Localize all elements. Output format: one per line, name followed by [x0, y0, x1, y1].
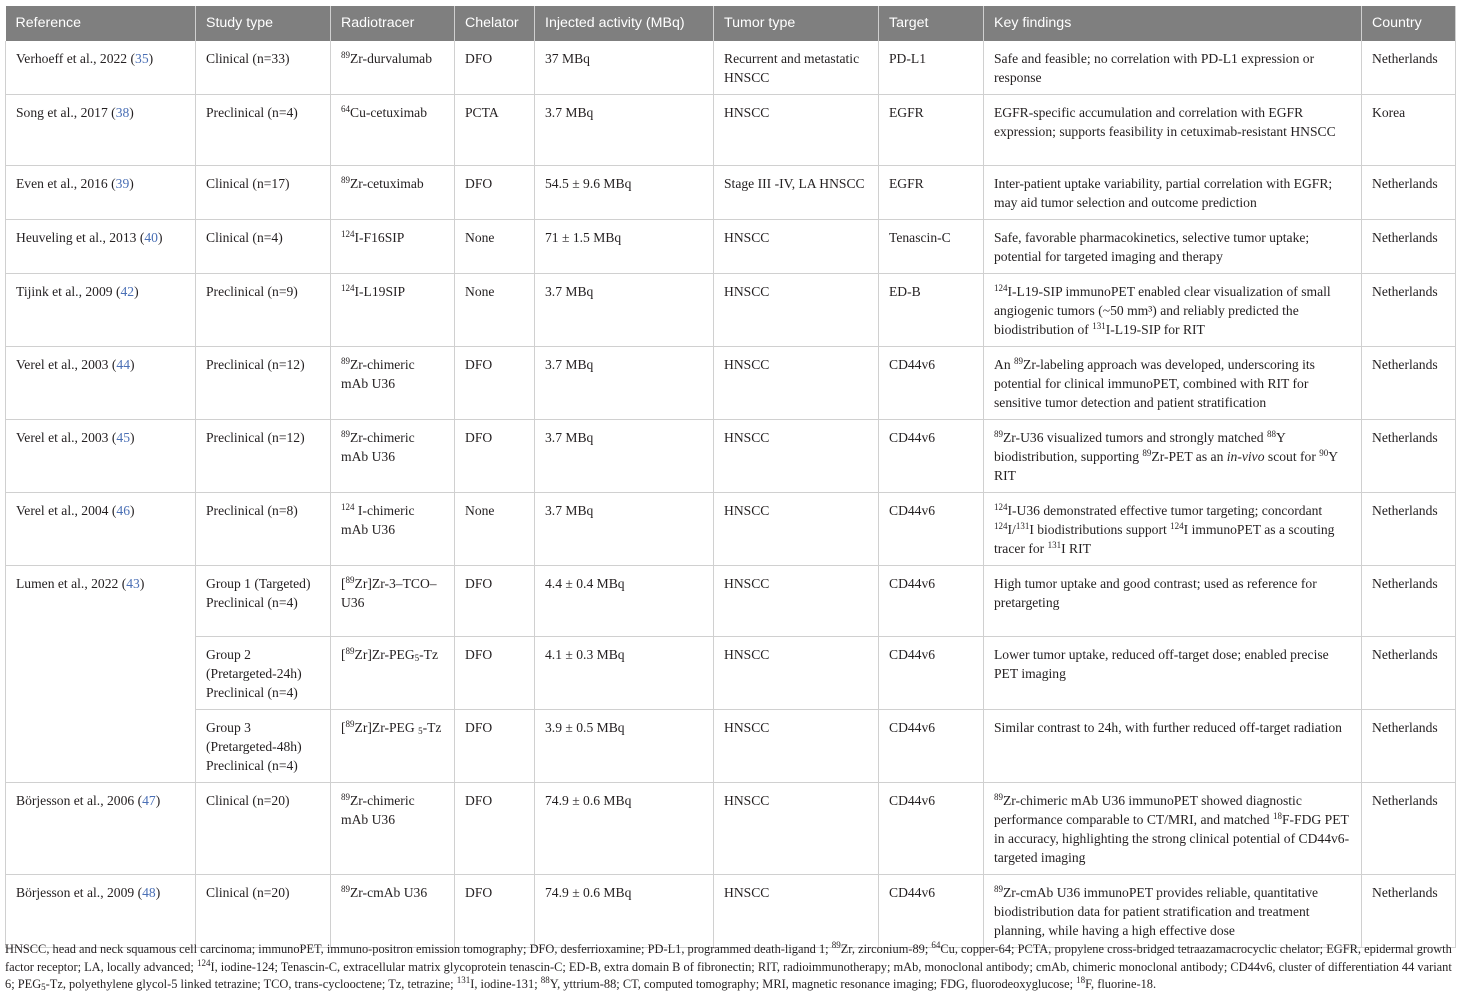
header-study-type: Study type	[196, 6, 331, 41]
cell-reference: Tijink et al., 2009 (42)	[6, 274, 196, 347]
cell-tumor-type: Stage III -IV, LA HNSCC	[714, 166, 879, 220]
cell-chelator: DFO	[455, 875, 535, 948]
cell-radiotracer: $^{89}$Zr-cetuximab	[331, 166, 455, 220]
cell-chelator: DFO	[455, 637, 535, 710]
cell-activity: 3.7 MBq	[535, 347, 714, 420]
header-target: Target	[879, 6, 984, 41]
cell-target: CD44v6	[879, 347, 984, 420]
table-row	[6, 420, 1456, 493]
table-row	[6, 710, 1456, 783]
header-chelator: Chelator	[455, 6, 535, 41]
cell-tumor-type: HNSCC	[714, 220, 879, 274]
cell-findings: An $^{89}$Zr-labeling approach was developed, underscoring its potential for clinical immunoPET, combined with RIT for sensitive tumor detection and patient stratification	[984, 347, 1362, 420]
cell-reference: Verel et al., 2004 (46)	[6, 493, 196, 566]
table-container	[5, 6, 1455, 948]
cell-study-type: Preclinical (n=12)	[196, 347, 331, 420]
cell-activity: 74.9 ± 0.6 MBq	[535, 783, 714, 875]
cell-target: EGFR	[879, 166, 984, 220]
cell-findings: $^{89}$Zr-cmAb U36 immunoPET provides reliable, quantitative biodistribution data for patient stratification and treatment planning, while having a high effective dose	[984, 875, 1362, 948]
cell-country: Netherlands	[1362, 493, 1456, 566]
cell-findings: $^{89}$Zr-chimeric mAb U36 immunoPET showed diagnostic performance comparable to CT/MRI, and matched $^{18}$F-FDG PET in accuracy, highlighting the strong clinical potential of CD44v6-targeted imaging	[984, 783, 1362, 875]
cell-target: EGFR	[879, 95, 984, 166]
reference-link[interactable]: 48	[142, 885, 156, 900]
cell-findings: Safe, favorable pharmacokinetics, selective tumor uptake; potential for targeted imaging and therapy	[984, 220, 1362, 274]
cell-study-type: Group 1 (Targeted) Preclinical (n=4)	[196, 566, 331, 637]
data-table	[5, 6, 1456, 948]
table-row	[6, 493, 1456, 566]
cell-reference: Heuveling et al., 2013 (40)	[6, 220, 196, 274]
cell-reference: Lumen et al., 2022 (43)	[6, 566, 196, 783]
header-country: Country	[1362, 6, 1456, 41]
table-row	[6, 347, 1456, 420]
cell-chelator: PCTA	[455, 95, 535, 166]
cell-study-type: Preclinical (n=4)	[196, 95, 331, 166]
table-row	[6, 41, 1456, 95]
cell-country: Netherlands	[1362, 710, 1456, 783]
table-row	[6, 875, 1456, 948]
cell-findings: $^{124}$I-L19-SIP immunoPET enabled clear visualization of small angiogenic tumors (~50 mm³) and reliably predicted the biodistribution of $^{131}$I-L19-SIP for RIT	[984, 274, 1362, 347]
cell-tumor-type: HNSCC	[714, 493, 879, 566]
cell-tumor-type: HNSCC	[714, 347, 879, 420]
cell-reference: Verel et al., 2003 (45)	[6, 420, 196, 493]
reference-link[interactable]: 47	[142, 793, 156, 808]
cell-chelator: None	[455, 274, 535, 347]
cell-country: Netherlands	[1362, 166, 1456, 220]
reference-link[interactable]: 39	[115, 176, 130, 191]
cell-study-type: Group 2 (Pretargeted-24h) Preclinical (n=4)	[196, 637, 331, 710]
cell-country: Netherlands	[1362, 783, 1456, 875]
cell-tumor-type: HNSCC	[714, 710, 879, 783]
cell-findings: Lower tumor uptake, reduced off-target dose; enabled precise PET imaging	[984, 637, 1362, 710]
cell-tumor-type: HNSCC	[714, 875, 879, 948]
cell-chelator: DFO	[455, 347, 535, 420]
header-key-findings: Key findings	[984, 6, 1362, 41]
cell-activity: 3.7 MBq	[535, 420, 714, 493]
cell-activity: 4.4 ± 0.4 MBq	[535, 566, 714, 637]
cell-findings: Inter-patient uptake variability, partial correlation with EGFR; may aid tumor selection and outcome prediction	[984, 166, 1362, 220]
cell-country: Netherlands	[1362, 420, 1456, 493]
cell-activity: 37 MBq	[535, 41, 714, 95]
cell-findings: High tumor uptake and good contrast; used as reference for pretargeting	[984, 566, 1362, 637]
cell-chelator: None	[455, 493, 535, 566]
cell-study-type: Preclinical (n=12)	[196, 420, 331, 493]
cell-study-type: Clinical (n=4)	[196, 220, 331, 274]
reference-link[interactable]: 38	[115, 105, 130, 120]
cell-activity: 4.1 ± 0.3 MBq	[535, 637, 714, 710]
cell-activity: 74.9 ± 0.6 MBq	[535, 875, 714, 948]
cell-reference: Börjesson et al., 2009 (48)	[6, 875, 196, 948]
cell-chelator: DFO	[455, 166, 535, 220]
cell-radiotracer: $^{89}$Zr-cmAb U36	[331, 875, 455, 948]
cell-radiotracer: $^{124}$I-L19SIP	[331, 274, 455, 347]
header-radiotracer: Radiotracer	[331, 6, 455, 41]
cell-target: CD44v6	[879, 420, 984, 493]
cell-findings: $^{89}$Zr-U36 visualized tumors and strongly matched $^{88}$Y biodistribution, supporting $^{89}$Zr-PET as an in-vivo scout for $^{90}$Y RIT	[984, 420, 1362, 493]
cell-target: CD44v6	[879, 637, 984, 710]
cell-radiotracer: $^{89}$Zr-chimeric mAb U36	[331, 347, 455, 420]
cell-chelator: DFO	[455, 566, 535, 637]
cell-reference: Börjesson et al., 2006 (47)	[6, 783, 196, 875]
cell-activity: 3.9 ± 0.5 MBq	[535, 710, 714, 783]
reference-link[interactable]: 44	[116, 357, 130, 372]
cell-tumor-type: HNSCC	[714, 420, 879, 493]
cell-chelator: None	[455, 220, 535, 274]
cell-study-type: Clinical (n=33)	[196, 41, 331, 95]
cell-country: Netherlands	[1362, 875, 1456, 948]
cell-activity: 3.7 MBq	[535, 274, 714, 347]
reference-link[interactable]: 40	[144, 230, 158, 245]
cell-country: Netherlands	[1362, 637, 1456, 710]
cell-country: Korea	[1362, 95, 1456, 166]
cell-tumor-type: HNSCC	[714, 95, 879, 166]
cell-findings: Similar contrast to 24h, with further reduced off-target radiation	[984, 710, 1362, 783]
cell-findings: $^{124}$I-U36 demonstrated effective tumor targeting; concordant $^{124}$I/$^{131}$I biodistributions support $^{124}$I immunoPET as a scouting tracer for $^{131}$I RIT	[984, 493, 1362, 566]
table-row	[6, 95, 1456, 166]
table-row	[6, 274, 1456, 347]
reference-link[interactable]: 46	[116, 503, 130, 518]
cell-tumor-type: Recurrent and metastatic HNSCC	[714, 41, 879, 95]
cell-tumor-type: HNSCC	[714, 566, 879, 637]
cell-findings: Safe and feasible; no correlation with PD-L1 expression or response	[984, 41, 1362, 95]
cell-target: PD-L1	[879, 41, 984, 95]
cell-study-type: Group 3 (Pretargeted-48h) Preclinical (n=4)	[196, 710, 331, 783]
header-reference: Reference	[6, 6, 196, 41]
cell-chelator: DFO	[455, 41, 535, 95]
cell-radiotracer: $^{89}$Zr-chimeric mAb U36	[331, 783, 455, 875]
table-row	[6, 637, 1456, 710]
header-tumor-type: Tumor type	[714, 6, 879, 41]
table-row	[6, 166, 1456, 220]
cell-radiotracer: $^{124}$I-F16SIP	[331, 220, 455, 274]
cell-radiotracer: $^{89}$Zr-durvalumab	[331, 41, 455, 95]
cell-tumor-type: HNSCC	[714, 637, 879, 710]
cell-radiotracer: $^{64}$Cu-cetuximab	[331, 95, 455, 166]
cell-radiotracer: [$^{89}$Zr]Zr-3–TCO–U36	[331, 566, 455, 637]
cell-country: Netherlands	[1362, 347, 1456, 420]
cell-study-type: Clinical (n=20)	[196, 875, 331, 948]
reference-link[interactable]: 45	[116, 430, 130, 445]
cell-findings: EGFR-specific accumulation and correlation with EGFR expression; supports feasibility in cetuximab-resistant HNSCC	[984, 95, 1362, 166]
cell-target: Tenascin-C	[879, 220, 984, 274]
cell-country: Netherlands	[1362, 566, 1456, 637]
cell-activity: 54.5 ± 9.6 MBq	[535, 166, 714, 220]
reference-link[interactable]: 35	[135, 51, 149, 66]
cell-activity: 3.7 MBq	[535, 493, 714, 566]
cell-study-type: Clinical (n=17)	[196, 166, 331, 220]
cell-reference: Even et al., 2016 (39)	[6, 166, 196, 220]
header-injected-activity: Injected activity (MBq)	[535, 6, 714, 41]
cell-chelator: DFO	[455, 710, 535, 783]
cell-radiotracer: $[^{89}Zr]Zr-PEG_5-Tz$	[331, 637, 455, 710]
cell-country: Netherlands	[1362, 274, 1456, 347]
cell-reference: Song et al., 2017 (38)	[6, 95, 196, 166]
table-row	[6, 566, 1456, 637]
cell-radiotracer: $^{124}$ I-chimeric mAb U36	[331, 493, 455, 566]
reference-link[interactable]: 43	[126, 576, 140, 591]
cell-reference: Verel et al., 2003 (44)	[6, 347, 196, 420]
cell-radiotracer: $^{89}$Zr-chimeric mAb U36	[331, 420, 455, 493]
cell-chelator: DFO	[455, 783, 535, 875]
cell-country: Netherlands	[1362, 220, 1456, 274]
cell-study-type: Preclinical (n=8)	[196, 493, 331, 566]
table-footnote: HNSCC, head and neck squamous cell carcinoma; immunoPET, immuno-positron emission tomography; DFO, desferrioxamine; PD-L1, programmed death-ligand 1; $^{89}$Zr, zirconium-89; $^{64}$Cu, copper-64; PCTA, propylene cross-bridged tetraazamacrocyclic chelator; EGFR, epidermal growth factor receptor; LA, locally advanced; $^{124}$I, iodine-124; Tenascin-C, extracellular matrix glycoprotein tenascin-C; ED-B, extra domain B of fibronectin; RIT, radioimmunotherapy; mAb, monoclonal antibody; cmAb, chimeric monoclonal antibody; CD44v6, cluster of differentiation 44 variant 6; $PEG_5-Tz$, polyethylene glycol-5 linked tetrazine; TCO, trans-cyclooctene; Tz, tetrazine; $^{131}$I, iodine-131; $^{88}$Y, yttrium-88; CT, computed tomography; MRI, magnetic resonance imaging; FDG, fluorodeoxyglucose; $^{18}$F, fluorine-18.	[5, 940, 1452, 992]
cell-target: CD44v6	[879, 783, 984, 875]
cell-radiotracer: [$^{89}$Zr]Zr-PEG $_5$-Tz	[331, 710, 455, 783]
cell-study-type: Preclinical (n=9)	[196, 274, 331, 347]
cell-target: CD44v6	[879, 493, 984, 566]
table-row	[6, 783, 1456, 875]
cell-tumor-type: HNSCC	[714, 783, 879, 875]
cell-target: CD44v6	[879, 875, 984, 948]
cell-study-type: Clinical (n=20)	[196, 783, 331, 875]
cell-chelator: DFO	[455, 420, 535, 493]
cell-target: CD44v6	[879, 566, 984, 637]
table-row	[6, 220, 1456, 274]
header-row	[6, 6, 1456, 41]
cell-activity: 3.7 MBq	[535, 95, 714, 166]
cell-target: CD44v6	[879, 710, 984, 783]
reference-link[interactable]: 42	[120, 284, 135, 299]
cell-tumor-type: HNSCC	[714, 274, 879, 347]
cell-target: ED-B	[879, 274, 984, 347]
cell-country: Netherlands	[1362, 41, 1456, 95]
cell-reference: Verhoeff et al., 2022 (35)	[6, 41, 196, 95]
cell-activity: 71 ± 1.5 MBq	[535, 220, 714, 274]
